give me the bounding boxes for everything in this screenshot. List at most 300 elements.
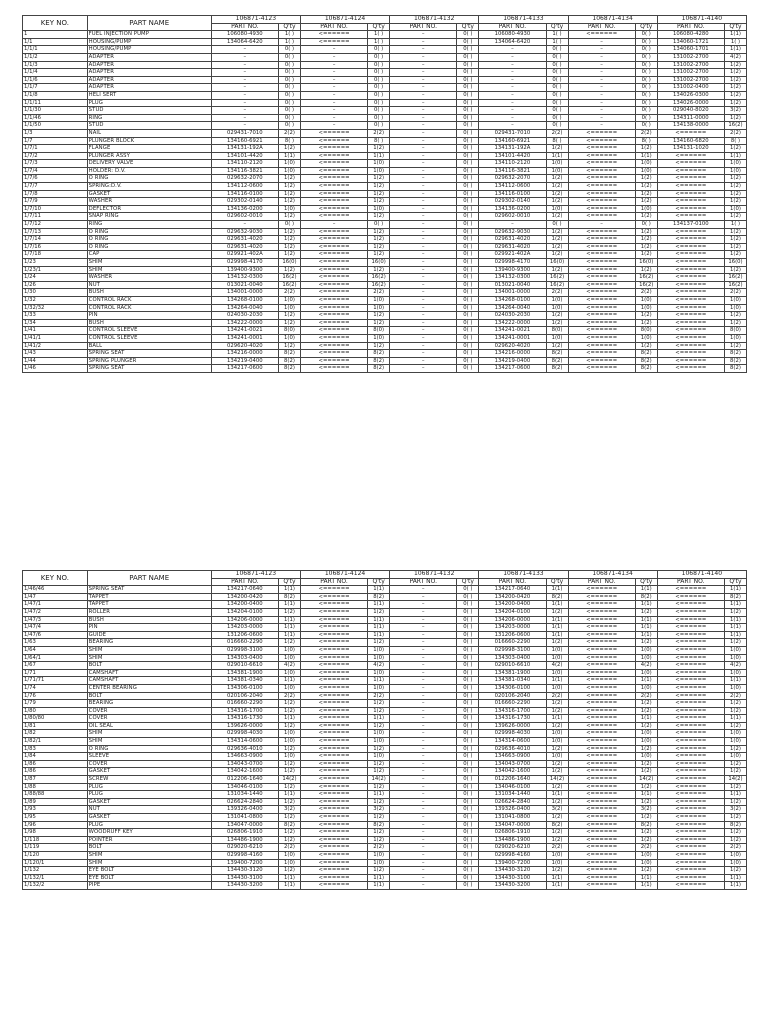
qty-cell: 1(1): [368, 601, 390, 609]
key-no-cell: 1/1/6: [23, 76, 88, 84]
part-no-cell: –: [390, 814, 457, 822]
qty-cell: 1(2): [724, 760, 746, 768]
qty-cell: 8(2): [546, 821, 568, 829]
qty-cell: 14(2): [546, 776, 568, 784]
qty-cell: 1(2): [546, 798, 568, 806]
part-no-cell: 013021-0040: [479, 281, 546, 289]
part-no-cell: <======: [568, 334, 635, 342]
part-no-cell: <======: [657, 350, 724, 358]
qty-cell: 8( ): [724, 137, 746, 145]
qty-cell: 0( ): [457, 700, 479, 708]
qty-cell: 1(0): [368, 646, 390, 654]
part-no-cell: 134217-0600: [211, 365, 278, 373]
table-row: [23, 859, 747, 867]
part-no-cell: <======: [300, 266, 367, 274]
part-no-cell: –: [390, 69, 457, 77]
qty-cell: 0( ): [635, 122, 657, 130]
part-no-cell: <======: [568, 274, 635, 282]
part-no-header: PART NO.: [390, 23, 457, 31]
qty-cell: 1(1): [635, 631, 657, 639]
part-name-cell: O RING: [87, 228, 211, 236]
part-no-cell: 139626-0000: [211, 722, 278, 730]
qty-cell: 0( ): [457, 160, 479, 168]
qty-cell: 8(2): [368, 821, 390, 829]
part-no-cell: <======: [568, 608, 635, 616]
part-no-cell: –: [211, 114, 278, 122]
part-no-cell: –: [568, 221, 635, 229]
part-no-cell: <======: [300, 160, 367, 168]
part-no-cell: –: [300, 99, 367, 107]
part-no-cell: <======: [568, 593, 635, 601]
qty-cell: 0( ): [457, 259, 479, 267]
qty-cell: 1(2): [368, 236, 390, 244]
qty-cell: 8(2): [724, 350, 746, 358]
qty-cell: 1(2): [635, 175, 657, 183]
qty-cell: 0( ): [546, 84, 568, 92]
part-no-cell: 029620-4020: [479, 342, 546, 350]
qty-cell: 1(0): [546, 646, 568, 654]
qty-cell: 8(0): [368, 327, 390, 335]
part-no-cell: 026806-1910: [479, 829, 546, 837]
part-name-cell: PLUG: [87, 821, 211, 829]
table-row: [23, 312, 747, 320]
part-no-cell: <======: [300, 357, 367, 365]
part-no-cell: <======: [657, 236, 724, 244]
table-row: [23, 745, 747, 753]
qty-cell: 2(2): [278, 289, 300, 297]
key-no-cell: 1/41/1: [23, 334, 88, 342]
qty-cell: 0( ): [368, 46, 390, 54]
qty-cell: 0( ): [635, 84, 657, 92]
key-no-header: KEY NO.: [23, 571, 88, 586]
table-row: [23, 304, 747, 312]
part-name-cell: BALL: [87, 342, 211, 350]
table-row: [23, 791, 747, 799]
part-no-cell: <======: [300, 281, 367, 289]
key-no-cell: 1/3: [23, 129, 88, 137]
qty-cell: 1(2): [368, 745, 390, 753]
part-no-cell: –: [479, 84, 546, 92]
part-no-cell: <======: [300, 722, 367, 730]
part-no-cell: <======: [657, 198, 724, 206]
qty-cell: 1(2): [368, 760, 390, 768]
table-row: [23, 768, 747, 776]
table-row: [23, 722, 747, 730]
key-no-cell: 1/30: [23, 289, 88, 297]
qty-cell: 1(2): [546, 319, 568, 327]
key-no-cell: 1/1/1: [23, 46, 88, 54]
part-no-cell: –: [390, 639, 457, 647]
part-no-cell: <======: [300, 684, 367, 692]
part-no-cell: 134306-0100: [479, 684, 546, 692]
part-no-cell: <======: [568, 198, 635, 206]
part-no-cell: 134381-0340: [479, 677, 546, 685]
part-no-cell: 106080-4930: [211, 31, 278, 39]
part-no-cell: 134131-1020: [657, 145, 724, 153]
qty-cell: 14(2): [278, 776, 300, 784]
qty-cell: 1(0): [635, 730, 657, 738]
table-row: [23, 160, 747, 168]
key-no-cell: 1/1/2: [23, 53, 88, 61]
table-row: [23, 281, 747, 289]
qty-cell: 1(1): [635, 601, 657, 609]
qty-cell: 8(2): [635, 365, 657, 373]
qty-cell: 1(2): [278, 867, 300, 875]
key-no-cell: 1/1/11: [23, 99, 88, 107]
part-no-cell: –: [390, 198, 457, 206]
part-no-cell: <======: [568, 859, 635, 867]
qty-cell: 1(2): [635, 707, 657, 715]
key-no-cell: 1/7/9: [23, 198, 88, 206]
part-no-cell: <======: [657, 874, 724, 882]
qty-cell: 1(0): [724, 753, 746, 761]
part-no-cell: –: [390, 183, 457, 191]
qty-cell: 1(2): [724, 266, 746, 274]
qty-cell: 1(2): [724, 829, 746, 837]
part-no-cell: 026624-2840: [211, 798, 278, 806]
part-no-cell: 013021-0040: [211, 281, 278, 289]
part-no-cell: <======: [657, 859, 724, 867]
part-name-cell: GUIDE: [87, 631, 211, 639]
qty-cell: 1(2): [368, 829, 390, 837]
part-no-cell: 134430-3120: [211, 867, 278, 875]
qty-cell: 1(0): [368, 167, 390, 175]
qty-header: Q'ty: [457, 578, 479, 586]
part-no-cell: 029998-3100: [211, 646, 278, 654]
table-row: [23, 608, 747, 616]
qty-cell: 1(0): [278, 334, 300, 342]
part-no-cell: <======: [657, 844, 724, 852]
qty-cell: 8(0): [278, 327, 300, 335]
part-no-cell: –: [390, 274, 457, 282]
qty-cell: 1(2): [546, 251, 568, 259]
qty-cell: 8(2): [278, 357, 300, 365]
qty-cell: 0( ): [278, 221, 300, 229]
qty-cell: 0( ): [457, 145, 479, 153]
part-no-cell: <======: [568, 692, 635, 700]
part-no-cell: 020106-2040: [211, 692, 278, 700]
part-no-cell: –: [390, 692, 457, 700]
parts-table-1-body: [23, 31, 747, 373]
qty-cell: 16(2): [546, 281, 568, 289]
table-row: [23, 593, 747, 601]
qty-cell: 2(2): [278, 692, 300, 700]
part-no-cell: 134112-0600: [479, 183, 546, 191]
part-no-cell: –: [390, 700, 457, 708]
qty-cell: 0( ): [368, 122, 390, 130]
part-no-cell: 029020-6210: [479, 844, 546, 852]
qty-cell: 2(2): [546, 289, 568, 297]
qty-cell: 1(1): [546, 874, 568, 882]
part-no-cell: 029998-4030: [211, 730, 278, 738]
part-no-cell: <======: [657, 836, 724, 844]
qty-cell: 0( ): [278, 122, 300, 130]
part-no-cell: 134001-0000: [479, 289, 546, 297]
part-no-cell: <======: [657, 745, 724, 753]
qty-cell: 1(1): [368, 715, 390, 723]
table-row: [23, 205, 747, 213]
part-no-cell: –: [390, 289, 457, 297]
part-no-cell: 029632-2070: [211, 175, 278, 183]
qty-cell: 8(2): [635, 357, 657, 365]
key-no-cell: 1/47/3: [23, 616, 88, 624]
part-no-cell: <======: [568, 684, 635, 692]
part-no-cell: 134116-3821: [211, 167, 278, 175]
part-no-cell: 134217-0640: [479, 586, 546, 594]
table-row: [23, 259, 747, 267]
qty-cell: 14(2): [724, 776, 746, 784]
qty-cell: 1(2): [635, 722, 657, 730]
part-no-cell: <======: [657, 281, 724, 289]
table-row: [23, 738, 747, 746]
part-no-cell: 134430-3200: [211, 882, 278, 890]
part-no-cell: <======: [657, 616, 724, 624]
qty-cell: 1(0): [368, 334, 390, 342]
part-no-cell: –: [568, 61, 635, 69]
qty-cell: 1(2): [368, 145, 390, 153]
part-no-cell: <======: [568, 700, 635, 708]
part-no-cell: <======: [300, 791, 367, 799]
part-no-cell: <======: [568, 662, 635, 670]
part-no-cell: <======: [657, 601, 724, 609]
model-header: 106871-4133: [479, 16, 568, 24]
qty-cell: 1(2): [724, 228, 746, 236]
qty-cell: 1(2): [635, 251, 657, 259]
qty-cell: 1(0): [278, 851, 300, 859]
part-no-cell: <======: [568, 654, 635, 662]
part-no-cell: –: [390, 867, 457, 875]
qty-cell: 8(2): [546, 357, 568, 365]
qty-cell: 1(1): [368, 631, 390, 639]
qty-cell: 1(2): [368, 798, 390, 806]
part-name-cell: COVER: [87, 707, 211, 715]
qty-cell: 1(1): [724, 874, 746, 882]
part-no-cell: <======: [300, 601, 367, 609]
qty-cell: 1(2): [546, 145, 568, 153]
part-name-cell: SNAP RING: [87, 213, 211, 221]
table-row: [23, 266, 747, 274]
qty-cell: 0( ): [457, 281, 479, 289]
part-no-cell: –: [390, 213, 457, 221]
qty-cell: 4(2): [724, 53, 746, 61]
qty-cell: 0( ): [457, 738, 479, 746]
part-no-cell: 131002-2700: [657, 53, 724, 61]
part-no-cell: <======: [300, 175, 367, 183]
key-no-cell: 1/71: [23, 669, 88, 677]
part-no-cell: <======: [657, 624, 724, 632]
part-no-cell: <======: [568, 806, 635, 814]
qty-cell: 0( ): [457, 183, 479, 191]
part-no-cell: 134241-0021: [479, 327, 546, 335]
part-no-cell: <======: [657, 183, 724, 191]
qty-cell: 0( ): [457, 236, 479, 244]
qty-cell: 1(0): [724, 859, 746, 867]
qty-header: Q'ty: [278, 578, 300, 586]
qty-cell: 3(2): [368, 806, 390, 814]
part-name-cell: GASKET: [87, 814, 211, 822]
part-no-cell: –: [390, 791, 457, 799]
qty-cell: 3(2): [546, 806, 568, 814]
part-no-cell: 029631-4020: [479, 236, 546, 244]
qty-header: Q'ty: [635, 578, 657, 586]
part-no-cell: –: [211, 91, 278, 99]
part-no-cell: <======: [568, 821, 635, 829]
qty-cell: 0( ): [457, 654, 479, 662]
qty-cell: 1(0): [546, 304, 568, 312]
part-no-cell: 134316-1730: [479, 715, 546, 723]
part-no-cell: <======: [568, 304, 635, 312]
part-no-cell: 139326-0400: [479, 806, 546, 814]
qty-cell: 1(2): [635, 312, 657, 320]
table-row: [23, 319, 747, 327]
part-no-cell: <======: [300, 745, 367, 753]
part-no-cell: –: [568, 107, 635, 115]
part-no-cell: 134116-3821: [479, 167, 546, 175]
part-no-cell: 134046-0100: [479, 783, 546, 791]
part-no-cell: <======: [568, 312, 635, 320]
part-no-cell: 134381-1900: [479, 669, 546, 677]
part-name-cell: CENTER BEARING: [87, 684, 211, 692]
part-no-cell: 026624-2840: [479, 798, 546, 806]
qty-cell: 1(1): [724, 152, 746, 160]
qty-cell: 16(2): [368, 274, 390, 282]
qty-cell: 1(2): [546, 867, 568, 875]
part-no-cell: –: [568, 46, 635, 54]
part-no-cell: <======: [568, 129, 635, 137]
part-no-cell: <======: [657, 243, 724, 251]
part-name-cell: COVER: [87, 760, 211, 768]
part-name-cell: PLUNGER ASSY: [87, 152, 211, 160]
part-no-cell: –: [568, 84, 635, 92]
qty-cell: 1(2): [724, 213, 746, 221]
qty-cell: 1(2): [278, 829, 300, 837]
qty-cell: 1(2): [724, 639, 746, 647]
part-no-cell: –: [390, 342, 457, 350]
part-no-cell: 134314-0600: [479, 738, 546, 746]
part-name-cell: TAPPET: [87, 601, 211, 609]
part-no-cell: <======: [300, 836, 367, 844]
qty-cell: 1(2): [546, 707, 568, 715]
table-row: [23, 715, 747, 723]
key-no-cell: 1/120/1: [23, 859, 88, 867]
part-no-cell: 134138-0000: [657, 122, 724, 130]
part-no-cell: <======: [568, 137, 635, 145]
qty-cell: 1(2): [724, 91, 746, 99]
part-no-cell: –: [390, 669, 457, 677]
qty-cell: 1(2): [368, 867, 390, 875]
qty-cell: 0( ): [457, 274, 479, 282]
part-name-cell: WASHER: [87, 198, 211, 206]
qty-cell: 8(0): [635, 327, 657, 335]
part-no-cell: –: [390, 715, 457, 723]
part-no-cell: 134219-0400: [211, 357, 278, 365]
part-no-cell: <======: [657, 776, 724, 784]
part-no-cell: –: [568, 114, 635, 122]
qty-cell: 1(1): [368, 874, 390, 882]
part-no-cell: <======: [300, 738, 367, 746]
table-row: [23, 61, 747, 69]
part-name-cell: SHIM: [87, 266, 211, 274]
qty-cell: 0( ): [457, 46, 479, 54]
qty-cell: 1(1): [724, 31, 746, 39]
table-row: [23, 601, 747, 609]
part-no-cell: 134316-1700: [211, 707, 278, 715]
part-no-cell: –: [300, 114, 367, 122]
part-name-cell: SHIM: [87, 851, 211, 859]
qty-cell: 0( ): [457, 198, 479, 206]
qty-cell: 1(1): [546, 631, 568, 639]
qty-cell: 1(1): [546, 677, 568, 685]
qty-cell: 1(0): [368, 304, 390, 312]
table-row: [23, 342, 747, 350]
part-no-cell: 024030-2030: [479, 312, 546, 320]
part-no-cell: 029602-0010: [479, 213, 546, 221]
key-no-cell: 1/98: [23, 829, 88, 837]
part-no-cell: <======: [657, 327, 724, 335]
part-name-cell: PIN: [87, 624, 211, 632]
qty-cell: 1(1): [368, 586, 390, 594]
qty-cell: 0( ): [635, 38, 657, 46]
qty-header: Q'ty: [546, 578, 568, 586]
qty-cell: 8(2): [724, 365, 746, 373]
part-no-cell: 134110-2120: [211, 160, 278, 168]
part-no-cell: –: [211, 69, 278, 77]
qty-cell: 1(2): [724, 768, 746, 776]
qty-cell: 8(2): [278, 821, 300, 829]
qty-cell: 1(0): [724, 296, 746, 304]
part-no-cell: <======: [568, 867, 635, 875]
qty-cell: 1(2): [278, 768, 300, 776]
qty-cell: 0( ): [278, 114, 300, 122]
part-no-cell: 134311-0000: [657, 114, 724, 122]
part-no-cell: 029998-4160: [211, 851, 278, 859]
qty-cell: 1(1): [368, 616, 390, 624]
qty-cell: 2(2): [368, 289, 390, 297]
qty-cell: 2(2): [278, 129, 300, 137]
qty-cell: 0( ): [546, 76, 568, 84]
part-no-cell: <======: [300, 753, 367, 761]
part-name-cell: RING: [87, 114, 211, 122]
qty-cell: 1(1): [724, 715, 746, 723]
qty-cell: 1(2): [546, 768, 568, 776]
key-no-cell: 1/95: [23, 814, 88, 822]
qty-cell: 0( ): [635, 107, 657, 115]
part-no-cell: –: [390, 107, 457, 115]
key-no-cell: 1/1/30: [23, 107, 88, 115]
table-row: [23, 776, 747, 784]
qty-cell: 1(0): [724, 205, 746, 213]
qty-cell: 1(0): [635, 738, 657, 746]
part-no-cell: 020106-2040: [479, 692, 546, 700]
qty-cell: 1(0): [635, 205, 657, 213]
part-no-header: PART NO.: [300, 578, 367, 586]
qty-cell: 1(0): [724, 304, 746, 312]
qty-cell: 3(2): [278, 806, 300, 814]
part-no-cell: –: [390, 357, 457, 365]
qty-cell: 0( ): [278, 84, 300, 92]
part-no-cell: 026806-1910: [211, 829, 278, 837]
qty-cell: 1(1): [368, 677, 390, 685]
part-no-cell: <======: [568, 251, 635, 259]
part-name-cell: BEARING: [87, 700, 211, 708]
part-no-cell: <======: [657, 319, 724, 327]
qty-cell: 1(1): [635, 586, 657, 594]
part-no-cell: <======: [657, 129, 724, 137]
table-row: [23, 882, 747, 890]
part-no-cell: –: [390, 684, 457, 692]
part-no-cell: <======: [300, 327, 367, 335]
part-no-cell: 134132-0300: [479, 274, 546, 282]
